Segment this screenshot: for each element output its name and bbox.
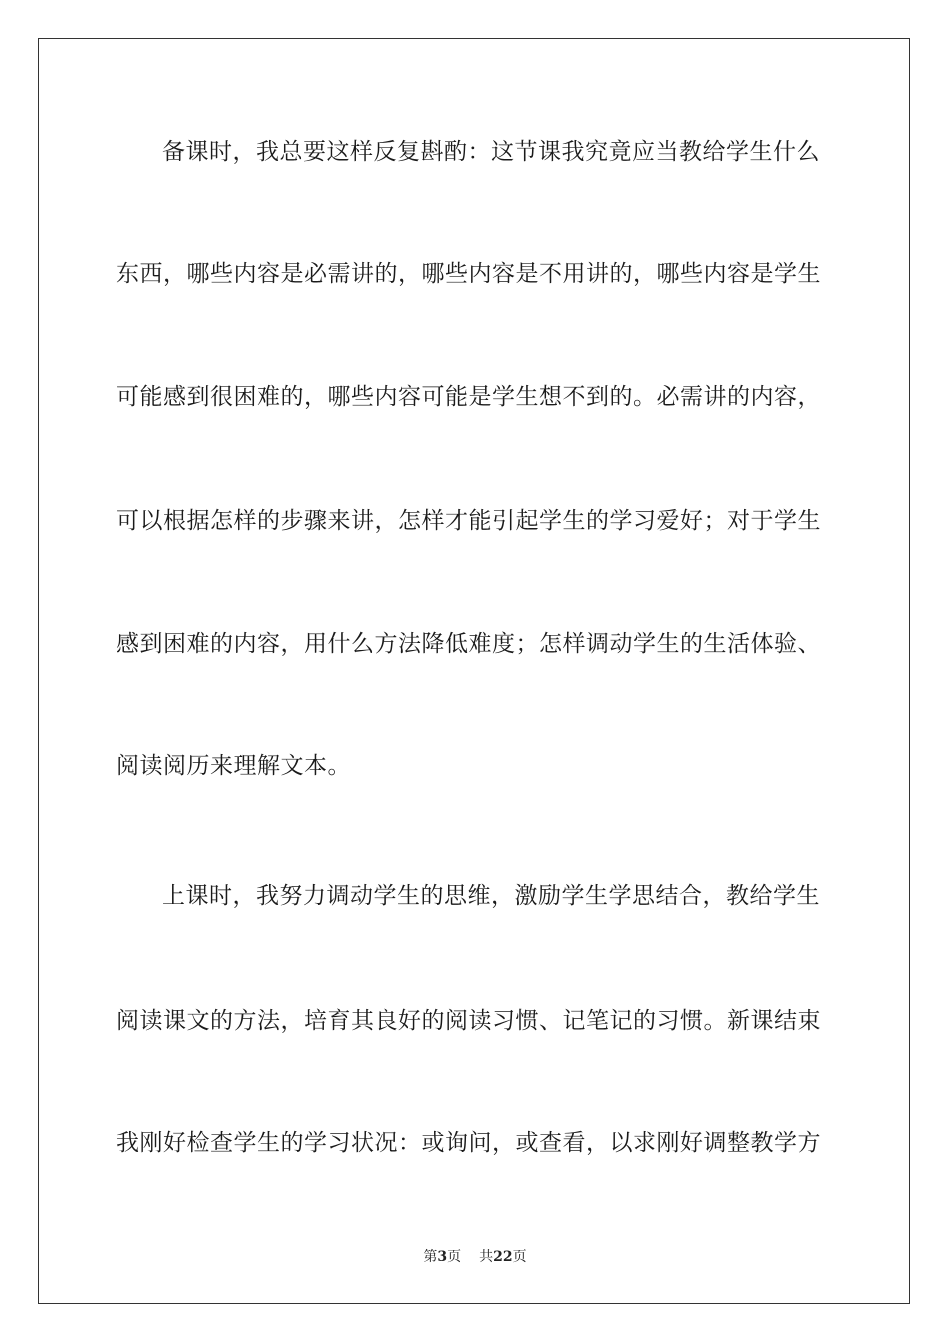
page-border (38, 38, 910, 1304)
paragraph-1-line-6: 阅读阅历来理解文本。 (116, 753, 351, 779)
page-footer (0, 1248, 950, 1266)
paragraph-2-line-2: 阅读课文的方法，培育其良好的阅读习惯、记笔记的习惯。新课结束 (116, 1008, 821, 1034)
paragraph-2-line-3: 我刚好检查学生的学习状况：或询问，或查看，以求刚好调整教学方 (116, 1130, 821, 1156)
footer-total-suffix: 页 (512, 1249, 527, 1265)
paragraph-1-line-5: 感到困难的内容，用什么方法降低难度；怎样调动学生的生活体验、 (116, 631, 821, 657)
footer-page-suffix: 页 (447, 1249, 462, 1265)
footer-page-prefix: 第 (423, 1249, 438, 1265)
paragraph-1-line-1: 备课时，我总要这样反复斟酌：这节课我究竟应当教给学生什么 (162, 139, 820, 165)
footer-page-number: 3 (437, 1249, 448, 1265)
footer-total-prefix: 共 (479, 1249, 494, 1265)
paragraph-1-line-2: 东西，哪些内容是必需讲的，哪些内容是不用讲的，哪些内容是学生 (116, 261, 821, 287)
paragraph-1-line-3: 可能感到很困难的，哪些内容可能是学生想不到的。必需讲的内容， (116, 384, 821, 410)
paragraph-2-line-1: 上课时，我努力调动学生的思维，激励学生学思结合，教给学生 (162, 883, 820, 909)
footer-total-pages: 22 (493, 1249, 513, 1265)
paragraph-1-line-4: 可以根据怎样的步骤来讲，怎样才能引起学生的学习爱好；对于学生 (116, 508, 821, 534)
